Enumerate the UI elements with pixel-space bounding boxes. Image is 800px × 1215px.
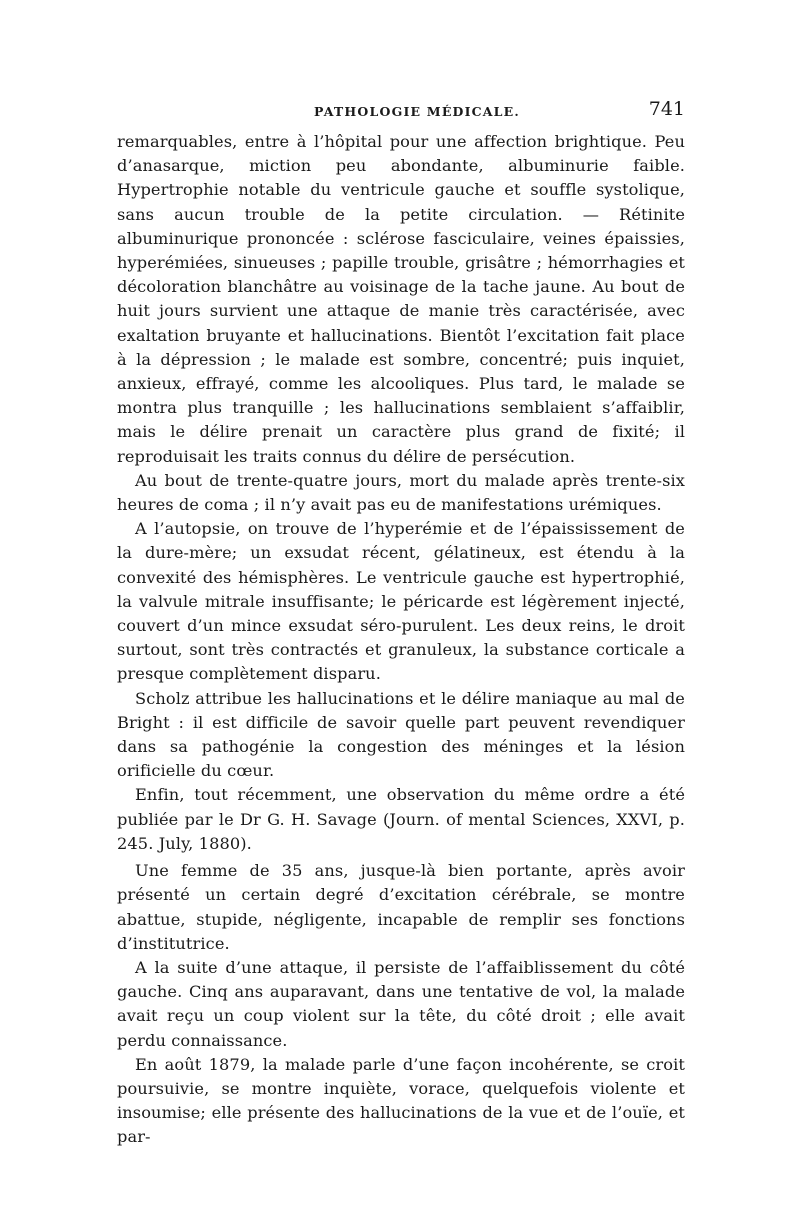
book-page <box>117 96 685 1150</box>
paragraph-savage-reference: Enfin, tout récemment, une observation du même ordre a été publiée par le Dr G. H. Savage (Journ. of mental Sciences, XXVI, p. 245. July, 1880). <box>117 785 685 853</box>
paragraph-attack: A la suite d’une attaque, il persiste de l’affaiblissement du côté gauche. Cinq ans auparavant, dans une tentative de vol, la malade avait reçu un coup violent sur la tête, du côté droit ; elle avait perdu connaissance. <box>117 957 685 1050</box>
paragraph-continued-observation: remarquables, entre à l’hôpital pour une affection brightique. Peu d’anasarque, miction peu abondante, albuminurie faible. Hypertrophie notable du ventricule gauche et souffle systolique, sans aucun trouble de la petite circulation. — Rétinite albuminurique prononcée : sclérose fasciculaire, veines épaissies, hyperémiées, sinueuses ; papille trouble, grisâtre ; hémorrhagies et décoloration blanchâtre au voisinage de la tache jaune. Au bout de huit jours survient une attaque de manie très caractérisée, avec exaltation bruyante et hallucinations. Bientôt l’excitation fait place à la dépression ; le malade est sombre, concentré; puis inquiet, anxieux, effrayé, comme les alcooliques. Plus tard, le malade se montra plus tranquille ; les hallucinations semblaient s’affaiblir, mais le délire prenait un caractère plus grand de fixité; il reproduisait les traits connus du délire de persécution. <box>117 132 685 466</box>
page-number: 741 <box>648 98 685 120</box>
page-header <box>117 96 685 130</box>
running-title: PATHOLOGIE MÉDICALE. <box>314 104 520 119</box>
paragraph-autopsy: A l’autopsie, on trouve de l’hyperémie et de l’épaississement de la dure-mère; un exsudat récent, gélatineux, est étendu à la convexité des hémisphères. Le ventricule gauche est hypertrophié, la valvule mitrale insuffisante; le péricarde est légèrement injecté, couvert d’un mince exsudat séro-purulent. Les deux reins, le droit surtout, sont très contractés et granuleux, la substance corticale a presque complètement disparu. <box>117 519 685 684</box>
paragraph-case-intro: Une femme de 35 ans, jusque-là bien portante, après avoir présenté un certain degré d’excitation cérébrale, se montre abattue, stupide, négligente, incapable de remplir ses fonctions d’institutrice. <box>117 861 685 953</box>
paragraph-scholz: Scholz attribue les hallucinations et le délire maniaque au mal de Bright : il est difficile de savoir quelle part peuvent revendiquer dans sa pathogénie la congestion des méninges et la lésion orificielle du cœur. <box>117 688 685 781</box>
body-text <box>117 130 685 1150</box>
paragraph-death: Au bout de trente-quatre jours, mort du malade après trente-six heures de coma ; il n’y avait pas eu de manifestations urémiques. <box>117 470 685 515</box>
paragraph-august-1879: En août 1879, la malade parle d’une façon incohérente, se croit poursuivie, se montre inquiète, vorace, quelquefois violente et insoumise; elle présente des hallucinations de la vue et de l’ouïe, et par- <box>117 1054 685 1147</box>
